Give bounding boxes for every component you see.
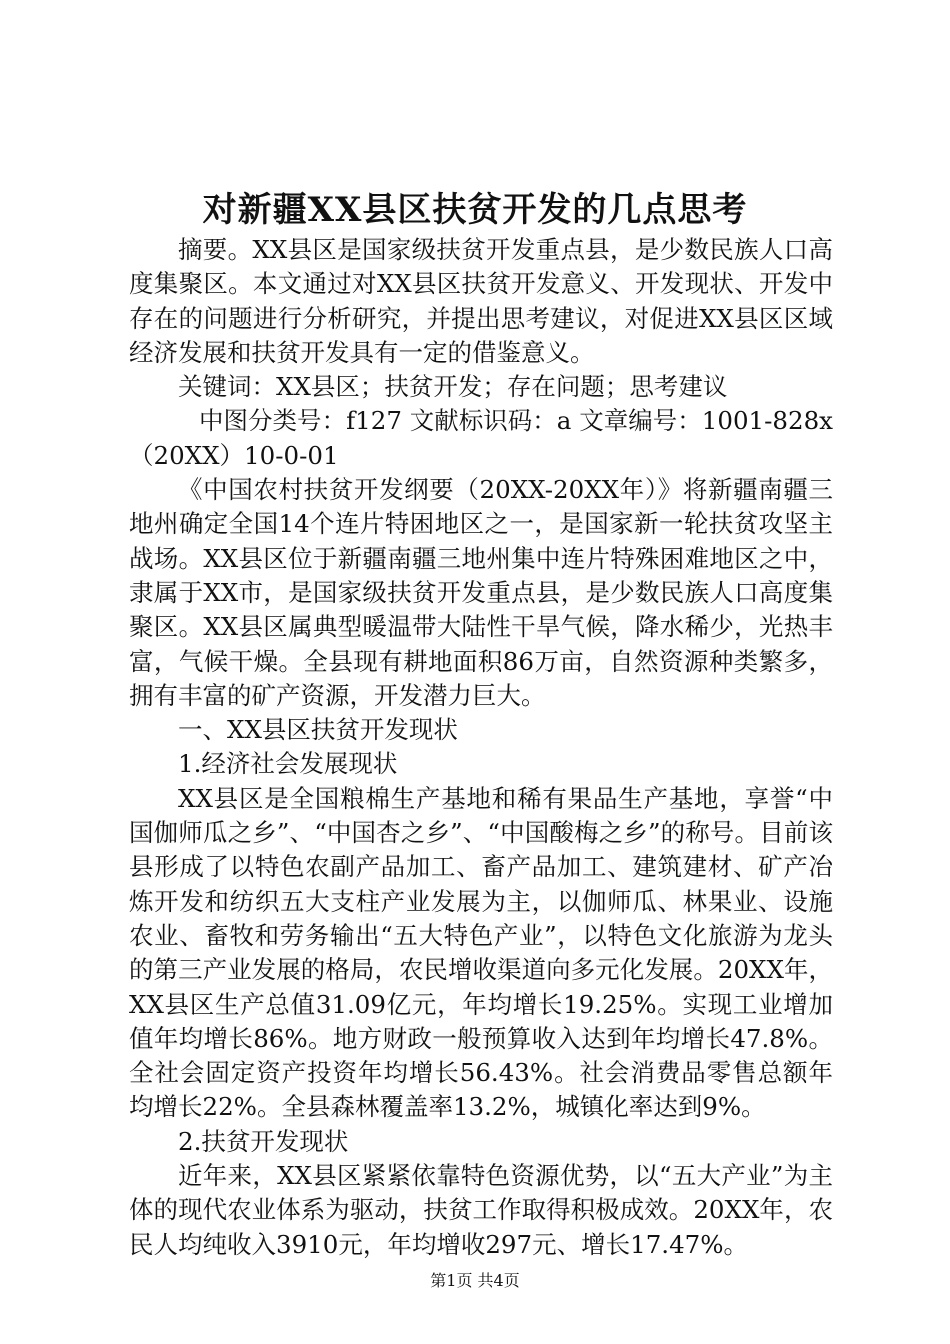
- abstract-paragraph: 摘要。XX县区是国家级扶贫开发重点县，是少数民族人口高度集聚区。本文通过对XX县区扶贫开发意义、开发现状、开发中存在的问题进行分析研究，并提出思考建议，对促进XX县区区域经济发展和扶贫开发具有一定的借鉴意义。: [129, 235, 833, 367]
- economy-paragraph: XX县区是全国粮棉生产基地和稀有果品生产基地，享誉“中国伽师瓜之乡”、“中国杏之乡”、“中国酸梅之乡”的称号。目前该县形成了以特色农副产品加工、畜产品加工、建筑建材、矿产冶炼开发和纺织五大支柱产业发展为主，以伽师瓜、林果业、设施农业、畜牧和劳务输出“五大特色产业”，以特色文化旅游为龙头的第三产业发展的格局，农民增收渠道向多元化发展。20XX年，XX县区生产总值31.09亿元，年均增长19.25%。实现工业增加值年均增长86%。地方财政一般预算收入达到年均增长47.8%。全社会固定资产投资年均增长56.43%。社会消费品零售总额年均增长22%。全县森林覆盖率13.2%，城镇化率达到9%。: [129, 783, 833, 1122]
- poverty-paragraph: 近年来，XX县区紧紧依靠特色资源优势，以“五大产业”为主体的现代农业体系为驱动，扶贫工作取得积极成效。20XX年，农民人均纯收入3910元，年均增收297元、增长17.47%。: [129, 1161, 833, 1259]
- page-footer: 第1页 共4页: [430, 1271, 520, 1290]
- subsection-heading-2: 2.扶贫开发现状: [178, 1126, 349, 1156]
- subsection-heading-1: 1.经济社会发展现状: [178, 749, 398, 779]
- keywords-paragraph: 关键词：XX县区；扶贫开发；存在问题；思考建议: [178, 372, 728, 402]
- document-title: 对新疆XX县区扶贫开发的几点思考: [202, 190, 748, 230]
- document-body: [129, 233, 833, 1262]
- intro-paragraph: 《中国农村扶贫开发纲要（20XX-20XX年）》将新疆南疆三地州确定全国14个连片特困地区之一，是国家新一轮扶贫攻坚主战场。XX县区位于新疆南疆三地州集中连片特殊困难地区之中，隶属于XX市，是国家级扶贫开发重点县，是少数民族人口高度集聚区。XX县区属典型暖温带大陆性干旱气候，降水稀少，光热丰富，气候干燥。全县现有耕地面积86万亩，自然资源种类繁多，拥有丰富的矿产资源，开发潜力巨大。: [129, 475, 833, 710]
- section-heading: 一、XX县区扶贫开发现状: [178, 715, 458, 745]
- classification-paragraph: 中图分类号：f127 文献标识码：a 文章编号：1001-828x（20XX）10-0-01: [129, 406, 833, 470]
